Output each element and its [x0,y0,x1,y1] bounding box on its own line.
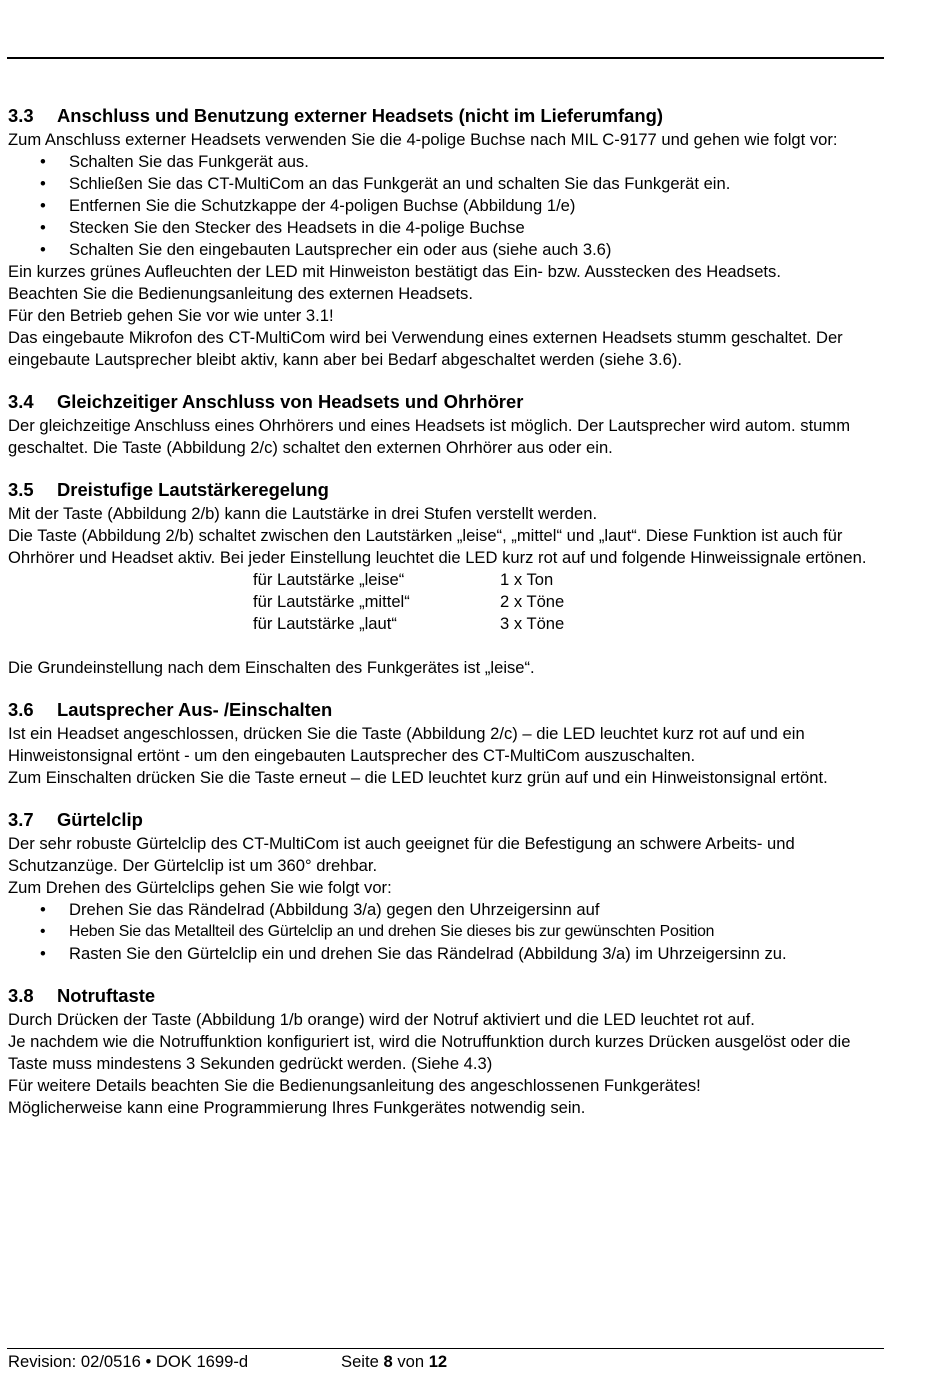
bullet-icon: • [40,900,46,919]
list-item [8,151,886,173]
section-title: Lautsprecher Aus- /Einschalten [57,699,333,720]
bullet-icon: • [40,240,46,259]
list-item-text: Heben Sie das Metallteil des Gürtelclip an und drehen Sie dieses bis zur gewünschten Position [69,923,715,940]
paragraph: Durch Drücken der Taste (Abbildung 1/b orange) wird der Notruf aktiviert und die LED leuchtet rot auf. [8,1010,755,1029]
page-number [341,1351,447,1373]
paragraph: Die Grundeinstellung nach dem Einschalten des Funkgerätes ist „leise“. [8,658,535,677]
list-item [8,217,886,239]
header-rule [7,57,884,59]
bullet-list [8,899,886,965]
section-heading-3-3 [8,103,886,129]
section-title: Anschluss und Benutzung externer Headsets (nicht im Lieferumfang) [57,105,663,126]
paragraph: Ist ein Headset angeschlossen, drücken Sie die Taste (Abbildung 2/c) – die LED leuchtet kurz rot auf und ein Hinweistonsignal ertönt - um den eingebauten Lautsprecher des CT-MultiCom auszuschalten. [8,724,805,765]
page-content [8,103,886,1119]
signal-count: 1 x Ton [500,570,554,589]
section-title: Notruftaste [57,985,156,1006]
current-page: 8 [383,1352,393,1371]
section-heading-3-7 [8,807,886,833]
list-item-text: Schalten Sie das Funkgerät aus. [69,152,309,171]
paragraph: Zum Einschalten drücken Sie die Taste erneut – die LED leuchtet kurz grün auf und ein Hinweistonsignal ertönt. [8,768,828,787]
list-item [8,943,886,965]
section-number: 3.5 [8,479,34,500]
paragraph: Der sehr robuste Gürtelclip des CT-MultiCom ist auch geeignet für die Befestigung an schwere Arbeits- und Schutzanzüge. Der Gürtelclip ist um 360° drehbar. [8,834,795,875]
total-pages: 12 [428,1352,448,1371]
paragraph: Mit der Taste (Abbildung 2/b) kann die Lautstärke in drei Stufen verstellt werden. [8,504,598,523]
section-title: Dreistufige Lautstärkeregelung [57,479,329,500]
paragraph: Zum Anschluss externer Headsets verwenden Sie die 4-polige Buchse nach MIL C-9177 und gehen wie folgt vor: [8,130,838,149]
list-item [8,173,886,195]
list-item [8,239,886,261]
list-item-text: Entfernen Sie die Schutzkappe der 4-poligen Buchse (Abbildung 1/e) [69,196,576,215]
section-number: 3.8 [8,985,34,1006]
table-row [253,613,886,635]
paragraph: Der gleichzeitige Anschluss eines Ohrhörers und eines Headsets ist möglich. Der Lautsprecher wird autom. stumm geschaltet. Die Taste (Abbildung 2/c) schaltet den externen Ohrhörer aus oder ein. [8,416,851,457]
signal-count: 2 x Töne [500,592,565,611]
section-number: 3.6 [8,699,34,720]
section-heading-3-4 [8,389,886,415]
volume-level: für Lautstärke „laut“ [253,614,397,633]
page-of: von [397,1352,425,1371]
page-prefix: Seite [341,1352,379,1371]
list-item-text: Drehen Sie das Rändelrad (Abbildung 3/a) gegen den Uhrzeigersinn auf [69,900,600,919]
paragraph: Für den Betrieb gehen Sie vor wie unter 3.1! [8,306,334,325]
paragraph: Das eingebaute Mikrofon des CT-MultiCom wird bei Verwendung eines externen Headsets stumm geschaltet. Der eingebaute Lautsprecher bleibt aktiv, kann aber bei Bedarf abgeschaltet werden (siehe 3.6). [8,328,843,369]
volume-level: für Lautstärke „leise“ [253,570,405,589]
list-item-text: Schließen Sie das CT-MultiCom an das Funkgerät an und schalten Sie das Funkgerät ein. [69,174,731,193]
paragraph: Für weitere Details beachten Sie die Bedienungsanleitung des angeschlossenen Funkgerätes! [8,1076,701,1095]
list-item-text: Rasten Sie den Gürtelclip ein und drehen Sie das Rändelrad (Abbildung 3/a) im Uhrzeigersinn zu. [69,944,787,963]
paragraph: Je nachdem wie die Notruffunktion konfiguriert ist, wird die Notruffunktion durch kurzes Drücken ausgelöst oder die Taste muss mindestens 3 Sekunden gedrückt werden. (Siehe 4.3) [8,1032,851,1073]
volume-level: für Lautstärke „mittel“ [253,592,410,611]
paragraph: Möglicherweise kann eine Programmierung Ihres Funkgerätes notwendig sein. [8,1098,586,1117]
bullet-icon: • [40,944,46,963]
bullet-icon: • [40,174,46,193]
footer-rule [7,1348,884,1349]
table-row [253,569,886,591]
bullet-icon: • [40,152,46,171]
section-number: 3.4 [8,391,34,412]
section-title: Gleichzeitiger Anschluss von Headsets und Ohrhörer [57,391,524,412]
page-footer [8,1351,447,1373]
signal-count: 3 x Töne [500,614,565,633]
bullet-icon: • [40,218,46,237]
bullet-icon: • [40,196,46,215]
list-item [8,899,886,921]
section-number: 3.7 [8,809,34,830]
bullet-list [8,151,886,261]
section-number: 3.3 [8,105,34,126]
paragraph: Die Taste (Abbildung 2/b) schaltet zwischen den Lautstärken „leise“, „mittel“ und „laut“. Diese Funktion ist auch für Ohrhörer und Headset aktiv. Bei jeder Einstellung leuchtet die LED kurz rot auf und folgende Hinweissignale ertönen. [8,526,867,567]
paragraph: Zum Drehen des Gürtelclips gehen Sie wie folgt vor: [8,878,392,897]
list-item [8,195,886,217]
paragraph: Beachten Sie die Bedienungsanleitung des externen Headsets. [8,284,473,303]
revision-info: Revision: 02/0516 • DOK 1699-d [8,1352,249,1371]
paragraph: Ein kurzes grünes Aufleuchten der LED mit Hinweiston bestätigt das Ein- bzw. Ausstecken des Headsets. [8,262,781,281]
volume-signal-table [253,569,886,635]
list-item-text: Stecken Sie den Stecker des Headsets in die 4-polige Buchse [69,218,525,237]
table-row [253,591,886,613]
section-title: Gürtelclip [57,809,143,830]
section-heading-3-8 [8,983,886,1009]
section-heading-3-6 [8,697,886,723]
section-heading-3-5 [8,477,886,503]
list-item [8,921,886,943]
bullet-icon: • [40,923,46,940]
list-item-text: Schalten Sie den eingebauten Lautsprecher ein oder aus (siehe auch 3.6) [69,240,612,259]
